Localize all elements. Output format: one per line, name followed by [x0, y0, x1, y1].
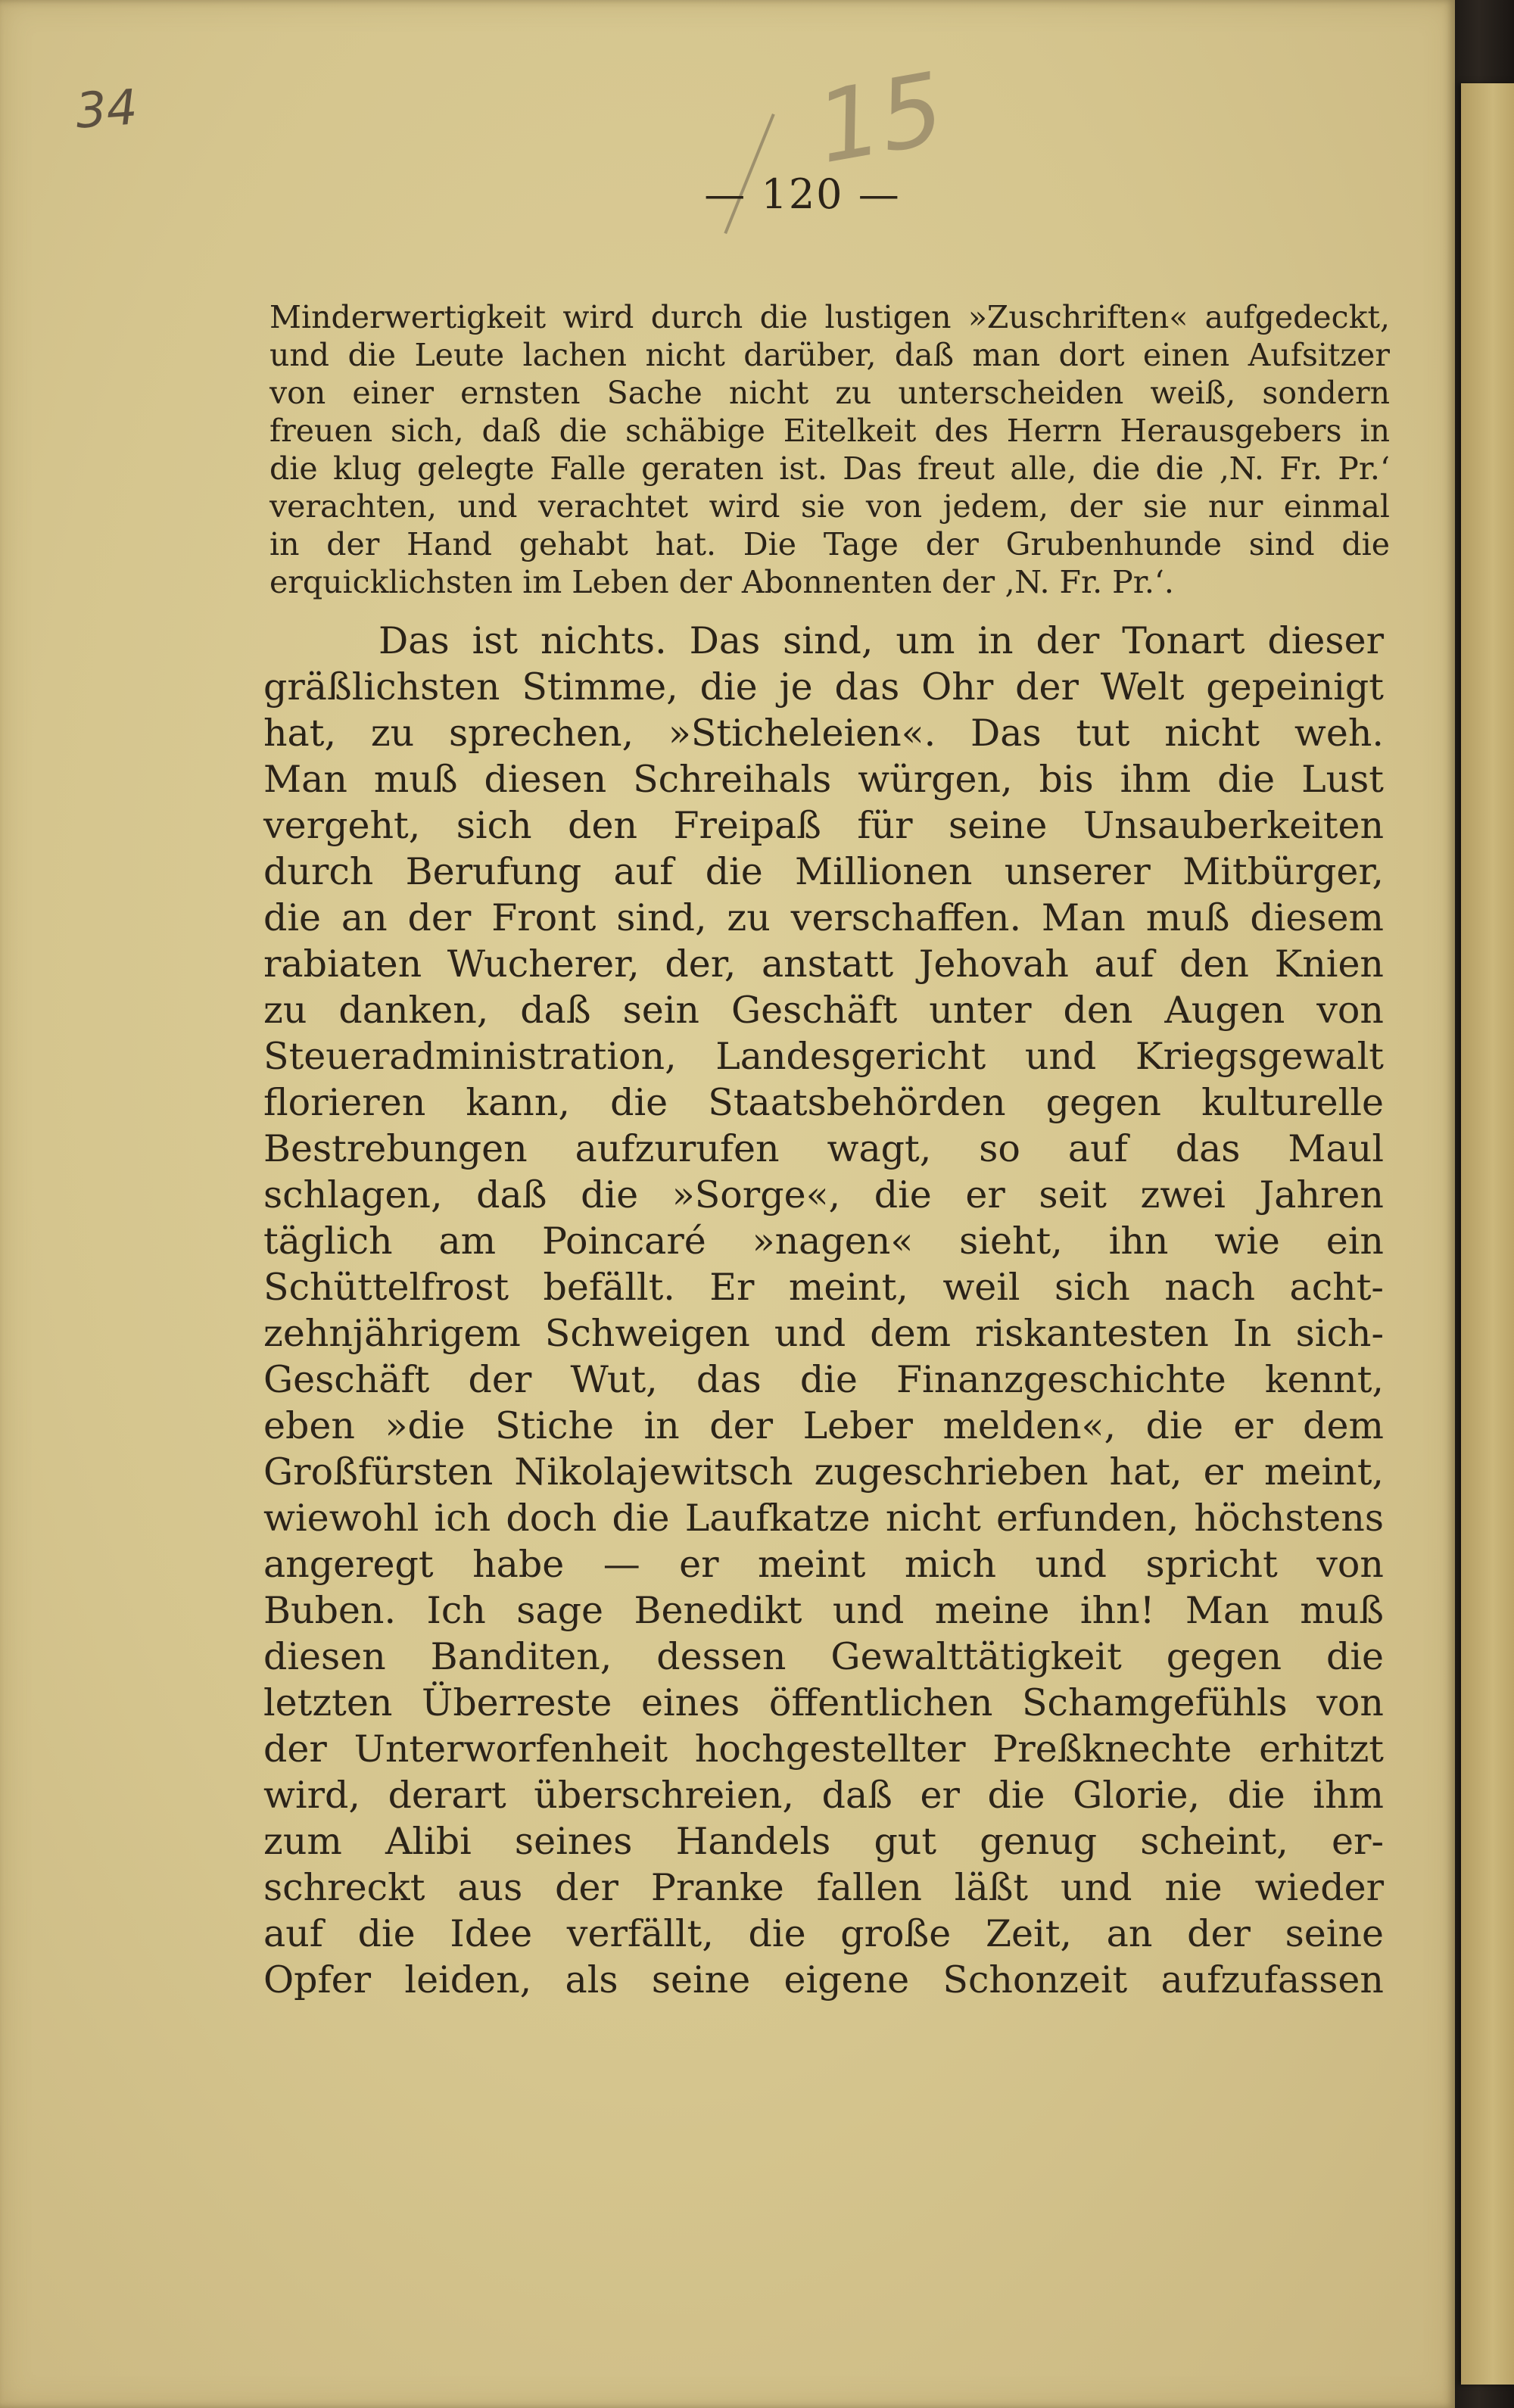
text-line: rabiaten Wucherer, der, anstatt Jehovah auf den Knien	[263, 942, 1384, 986]
text-line: diesen Banditen, dessen Gewalttätigkeit gegen die	[263, 1635, 1384, 1678]
page-number: — 120 —	[704, 170, 901, 218]
text-line: letzten Überreste eines öffentlichen Schamgefühls von	[263, 1681, 1384, 1724]
pencil-folio-number: 34	[73, 79, 139, 140]
text-line: hat, zu sprechen, »Sticheleien«. Das tut nicht weh.	[263, 712, 1384, 755]
text-line: vergeht, sich den Freipaß für seine Unsauberkeiten	[263, 804, 1384, 847]
text-line: schreckt aus der Pranke fallen läßt und nie wieder	[263, 1866, 1384, 1909]
text-line: Großfürsten Nikolajewitsch zugeschrieben hat, er meint,	[263, 1450, 1384, 1494]
text-line: wird, derart überschreien, daß er die Glorie, die ihm	[263, 1774, 1384, 1817]
text-line: der Unterworfenheit hochgestellter Preßknechte erhitzt	[263, 1727, 1384, 1771]
text-line: schlagen, daß die »Sorge«, die er seit zwei Jahren	[263, 1173, 1384, 1216]
text-line: Bestrebungen aufzurufen wagt, so auf das Maul	[263, 1127, 1384, 1170]
text-line: in der Hand gehabt hat. Die Tage der Grubenhunde sind die	[269, 526, 1390, 562]
text-line: zehnjährigem Schweigen und dem riskantesten In sich-	[263, 1312, 1384, 1355]
text-line: Man muß diesen Schreihals würgen, bis ihm die Lust	[263, 758, 1384, 801]
adjacent-page-edge	[1461, 83, 1514, 2385]
text-line: und die Leute lachen nicht darüber, daß man dort einen Aufsitzer	[269, 337, 1390, 373]
text-line: die an der Front sind, zu verschaffen. Man muß diesem	[263, 896, 1384, 939]
text-line: zu danken, daß sein Geschäft unter den Augen von	[263, 989, 1384, 1032]
pencil-mark: 15	[808, 50, 952, 186]
text-line: durch Berufung auf die Millionen unserer Mitbürger,	[263, 850, 1384, 893]
text-line: wiewohl ich doch die Laufkatze nicht erfunden, höchstens	[263, 1497, 1384, 1540]
text-line: Opfer leiden, als seine eigene Schonzeit aufzufassen	[263, 1958, 1384, 2001]
text-line: Buben. Ich sage Benedikt und meine ihn! Man muß	[263, 1589, 1384, 1632]
text-line: florieren kann, die Staatsbehörden gegen kulturelle	[263, 1081, 1384, 1124]
text-line: Schüttelfrost befällt. Er meint, weil sich nach acht-	[263, 1266, 1384, 1309]
text-line: gräßlichsten Stimme, die je das Ohr der Welt gepeinigt	[263, 665, 1384, 709]
text-line: die klug gelegte Falle geraten ist. Das freut alle, die die ‚N. Fr. Pr.‘	[269, 450, 1390, 487]
text-line: Steueradministration, Landesgericht und Kriegsgewalt	[263, 1035, 1384, 1078]
text-line: verachten, und verachtet wird sie von jedem, der sie nur einmal	[269, 488, 1390, 525]
text-line: Minderwertigkeit wird durch die lustigen »Zuschriften« aufgedeckt,	[269, 299, 1390, 335]
text-line: eben »die Stiche in der Leber melden«, die er dem	[263, 1404, 1384, 1447]
text-line: erquicklichsten im Leben der Abonnenten der ‚N. Fr. Pr.‘.	[269, 564, 1174, 600]
text-line: von einer ernsten Sache nicht zu unterscheiden weiß, sondern	[269, 375, 1390, 411]
text-line: Geschäft der Wut, das die Finanzgeschichte kennt,	[263, 1358, 1384, 1401]
text-line: täglich am Poincaré »nagen« sieht, ihn wie ein	[263, 1220, 1384, 1263]
text-line: angeregt habe — er meint mich und spricht von	[263, 1543, 1384, 1586]
text-line: zum Alibi seines Handels gut genug scheint, er-	[263, 1820, 1384, 1863]
text-line: auf die Idee verfällt, die große Zeit, an der seine	[263, 1912, 1384, 1955]
text-line: freuen sich, daß die schäbige Eitelkeit des Herrn Herausgebers in	[269, 413, 1390, 449]
text-line: Das ist nichts. Das sind, um in der Tonart dieser	[378, 619, 1384, 662]
